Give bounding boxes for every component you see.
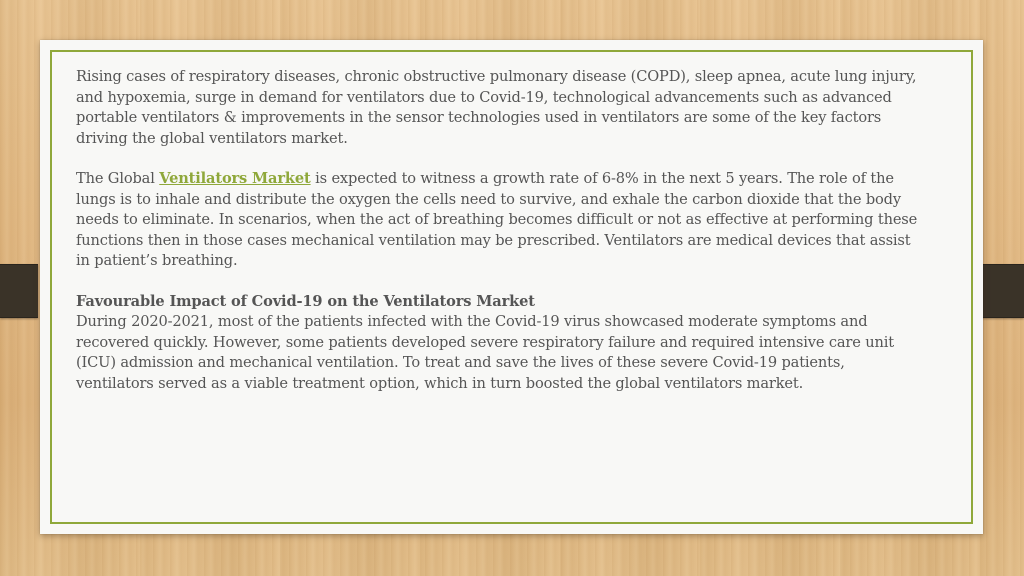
slide-paper xyxy=(40,40,983,534)
section-body: During 2020-2021, most of the patients infected with the Covid-19 virus showcased moderate symptoms and recovered quickly. However, some patients developed severe respiratory failure and required intensive care unit (ICU) admission and mechanical ventilation. To treat and save the lives of these severe Covid-19 patients, ventilators served as a viable treatment option, which in turn boosted the global ventilators market. xyxy=(76,313,894,392)
ventilators-market-link[interactable]: Ventilators Market xyxy=(159,170,311,187)
market-paragraph-body: is expected to witness a growth rate of 6-8% in the next 5 years. The role of the lungs is to inhale and distribute the oxygen the cells need to survive, and exhale the carbon dioxide that the body needs to eliminate. In scenarios, when the act of breathing becomes difficult or not as effective at performing these functions then in those cases mechanical ventilation may be prescribed. Ventilators are medical devices that assist in patient’s breathing. xyxy=(76,170,918,269)
market-paragraph xyxy=(76,169,926,272)
market-paragraph-lead: The Global xyxy=(76,170,160,187)
intro-paragraph: Rising cases of respiratory diseases, chronic obstructive pulmonary disease (COPD), sleep apnea, acute lung injury, and hypoxemia, surge in demand for ventilators due to Covid-19, technological advancements such as advanced portable ventilators & improvements in the sensor technologies used in ventilators are some of the key factors driving the global ventilators market. xyxy=(76,68,917,147)
covid-impact-section xyxy=(76,292,926,395)
left-side-tab xyxy=(0,264,38,318)
slide-content xyxy=(76,67,926,394)
section-heading: Favourable Impact of Covid-19 on the Ventilators Market xyxy=(76,292,535,310)
